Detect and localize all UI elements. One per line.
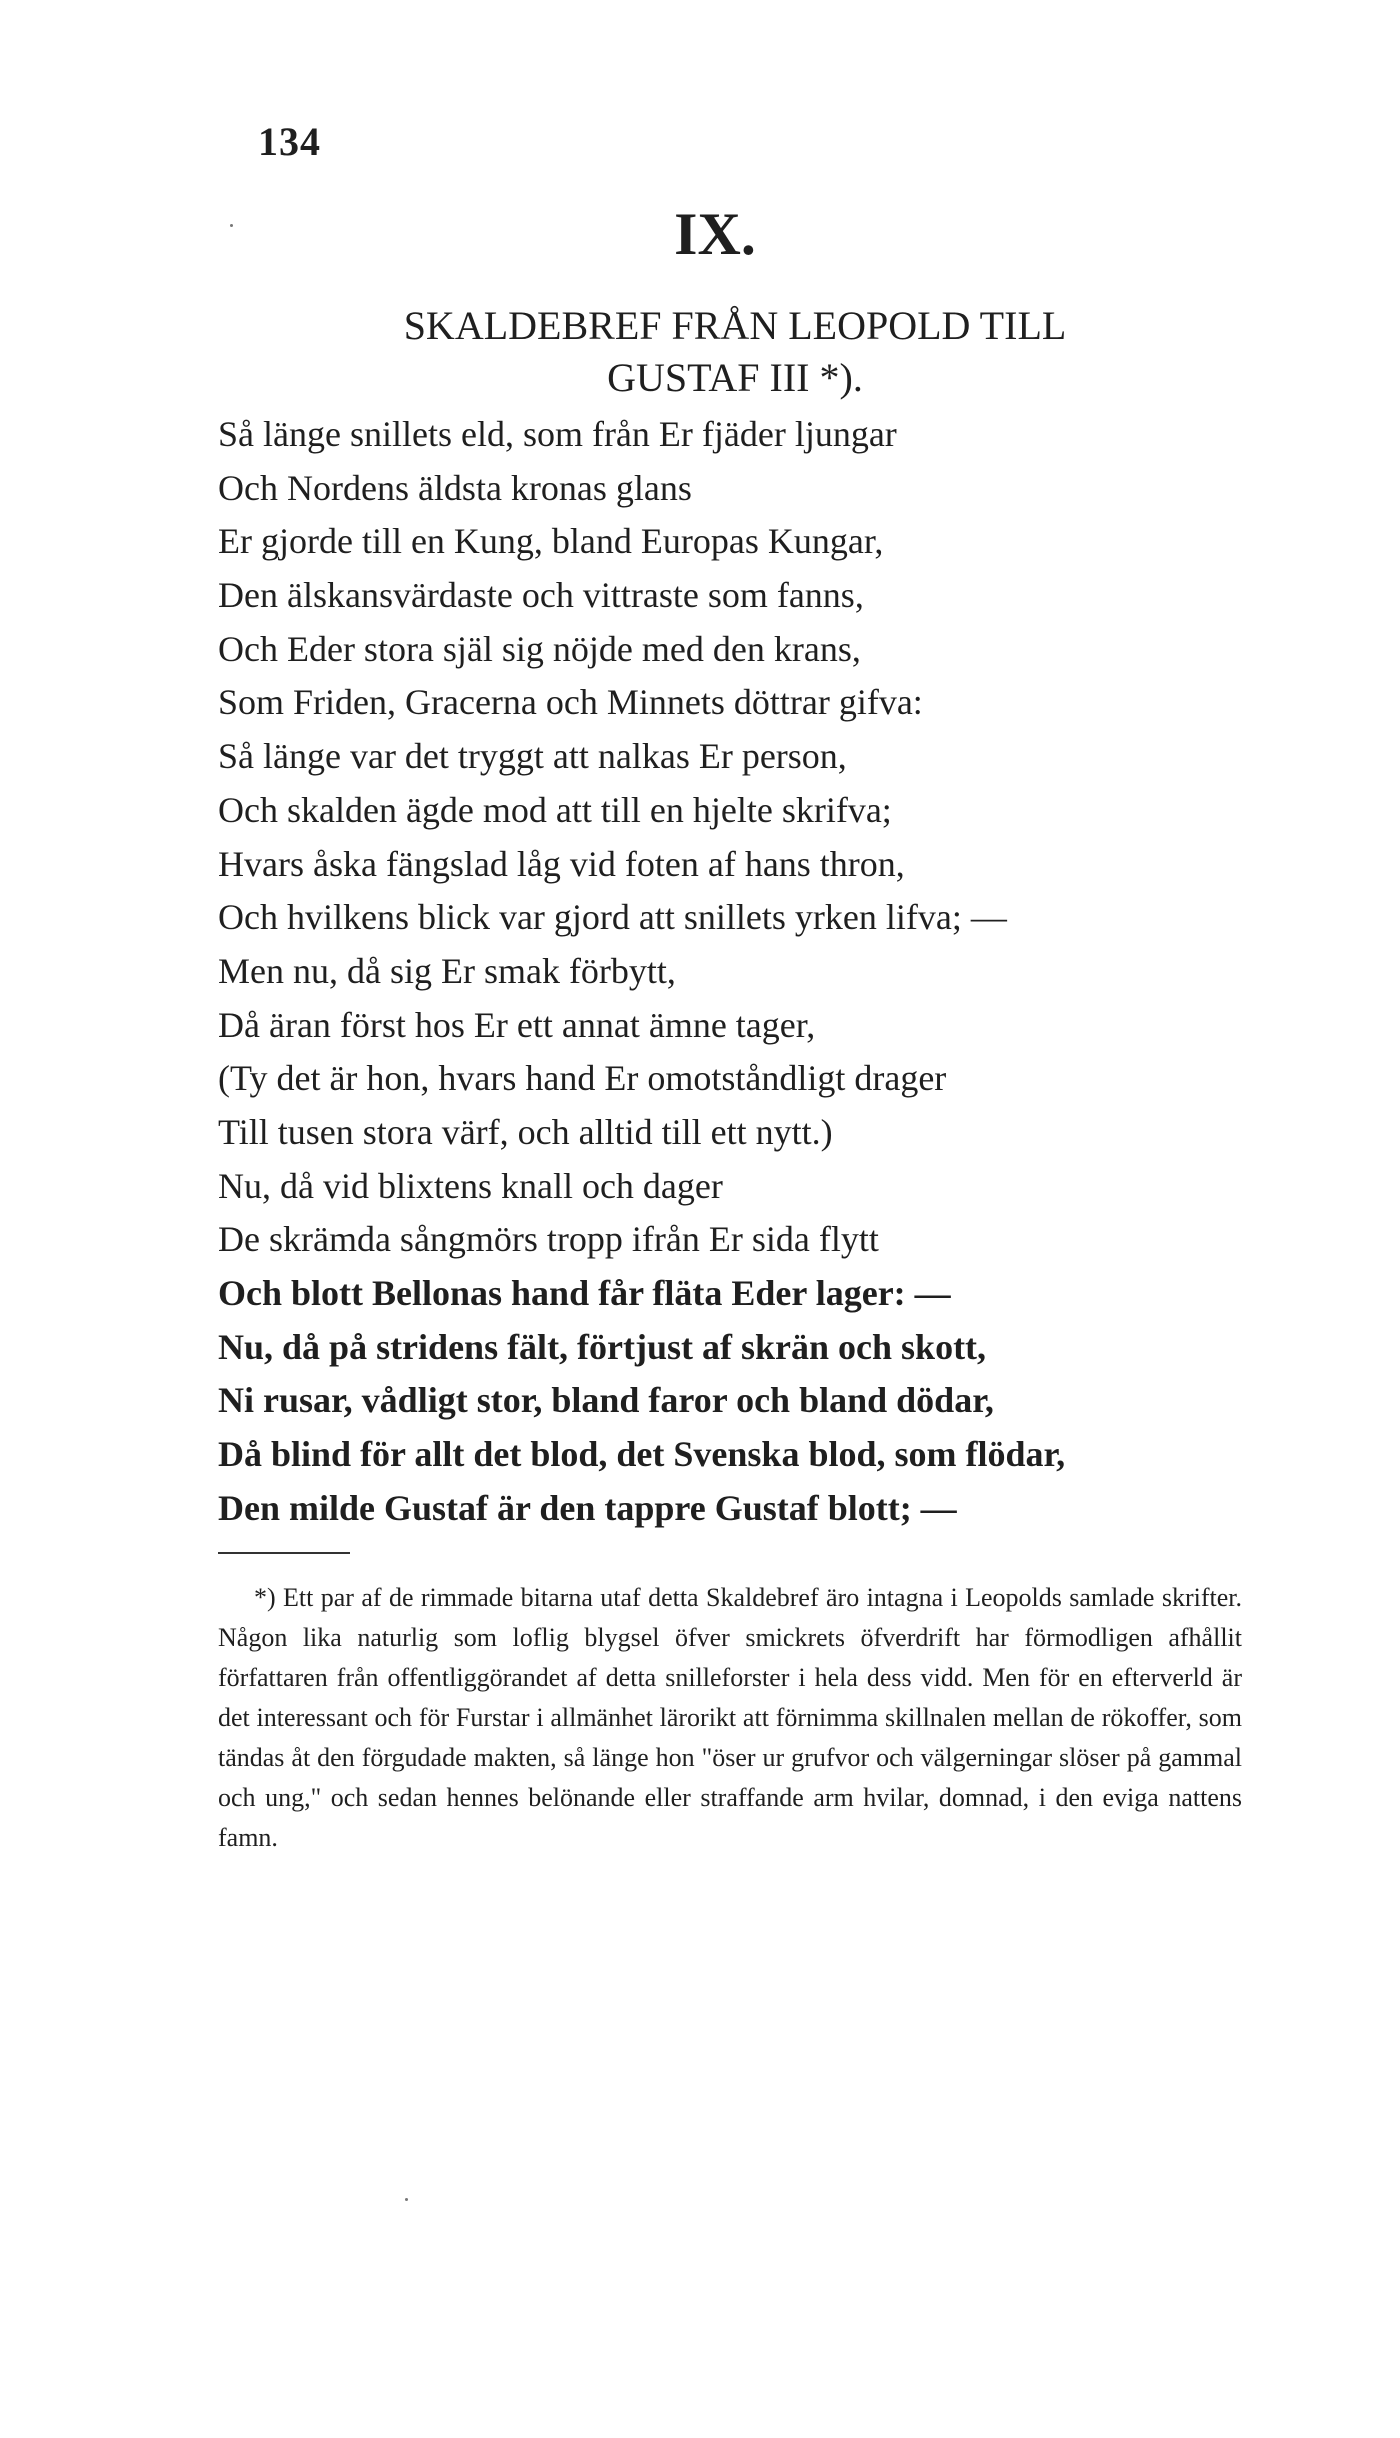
- poem-title-line: GUSTAF III *).: [607, 355, 863, 400]
- poem-title: [0, 300, 1400, 404]
- poem-line: Och skalden ägde mod att till en hjelte skrifva;: [218, 789, 892, 830]
- poem-line: Så länge var det tryggt att nalkas Er person,: [218, 736, 847, 777]
- poem-line: Till tusen stora värf, och alltid till ett nytt.): [218, 1111, 833, 1152]
- poem-line: Och Eder stora själ sig nöjde med den krans,: [218, 628, 861, 669]
- footnote: *) Ett par af de rimmade bitarna utaf detta Skaldebref äro intagna i Leopolds samlade skrifter. Någon lika naturlig som loflig blygsel öfver smickrets öfverdrift har förmodligen afhållit författaren från offentliggörandet af detta snilleforster i hela dess vidd. Men för en efterverld är det interessant och för Furstar i allmänhet lärorikt att förnimma skillnalen mellan de rökoffer, som tändas åt den förgudade makten, så länge hon "öser ur grufvor och välgerningar slöser på gammal och ung," och sedan hennes belönande eller straffande arm hvilar, domnad, i den eviga nattens famn.: [218, 1583, 1242, 1852]
- footnote-divider: [218, 1552, 350, 1554]
- chapter-number: IX.: [674, 201, 756, 267]
- poem-line: Och Nordens äldsta kronas glans: [218, 467, 692, 508]
- poem-body: [218, 408, 1258, 1535]
- poem-line: Den milde Gustaf är den tappre Gustaf blott; —: [218, 1487, 957, 1528]
- poem-line: Ni rusar, vådligt stor, bland faror och bland dödar,: [218, 1380, 994, 1421]
- poem-line: Då äran först hos Er ett annat ämne tager,: [218, 1004, 816, 1045]
- poem-line: (Ty det är hon, hvars hand Er omotståndligt drager: [218, 1058, 947, 1099]
- poem-line: Och blott Bellonas hand får fläta Eder lager: —: [218, 1273, 951, 1313]
- poem-line: Er gjorde till en Kung, bland Europas Kungar,: [218, 521, 884, 562]
- paper-speck: [405, 2198, 408, 2201]
- poem-line: Men nu, då sig Er smak förbytt,: [218, 950, 676, 991]
- poem-line: Som Friden, Gracerna och Minnets döttrar gifva:: [218, 682, 923, 723]
- poem-line: Hvars åska fängslad låg vid foten af hans thron,: [218, 843, 905, 884]
- poem-line: Så länge snillets eld, som från Er fjäder ljungar: [218, 414, 897, 454]
- page-number: 134: [258, 119, 321, 164]
- poem-line: De skrämda sångmörs tropp ifrån Er sida flytt: [218, 1219, 879, 1260]
- poem-line: Nu, då på stridens fält, förtjust af skrän och skott,: [218, 1326, 987, 1367]
- paper-speck: [230, 224, 233, 227]
- poem-line: Och hvilkens blick var gjord att snillets yrken lifva; —: [218, 897, 1007, 938]
- poem-line: Nu, då vid blixtens knall och dager: [218, 1165, 723, 1206]
- poem-title-line: SKALDEBREF FRÅN LEOPOLD TILL: [403, 303, 1067, 348]
- poem-line: Då blind för allt det blod, det Svenska blod, som flödar,: [218, 1434, 1066, 1475]
- poem-line: Den älskansvärdaste och vittraste som fanns,: [218, 575, 864, 616]
